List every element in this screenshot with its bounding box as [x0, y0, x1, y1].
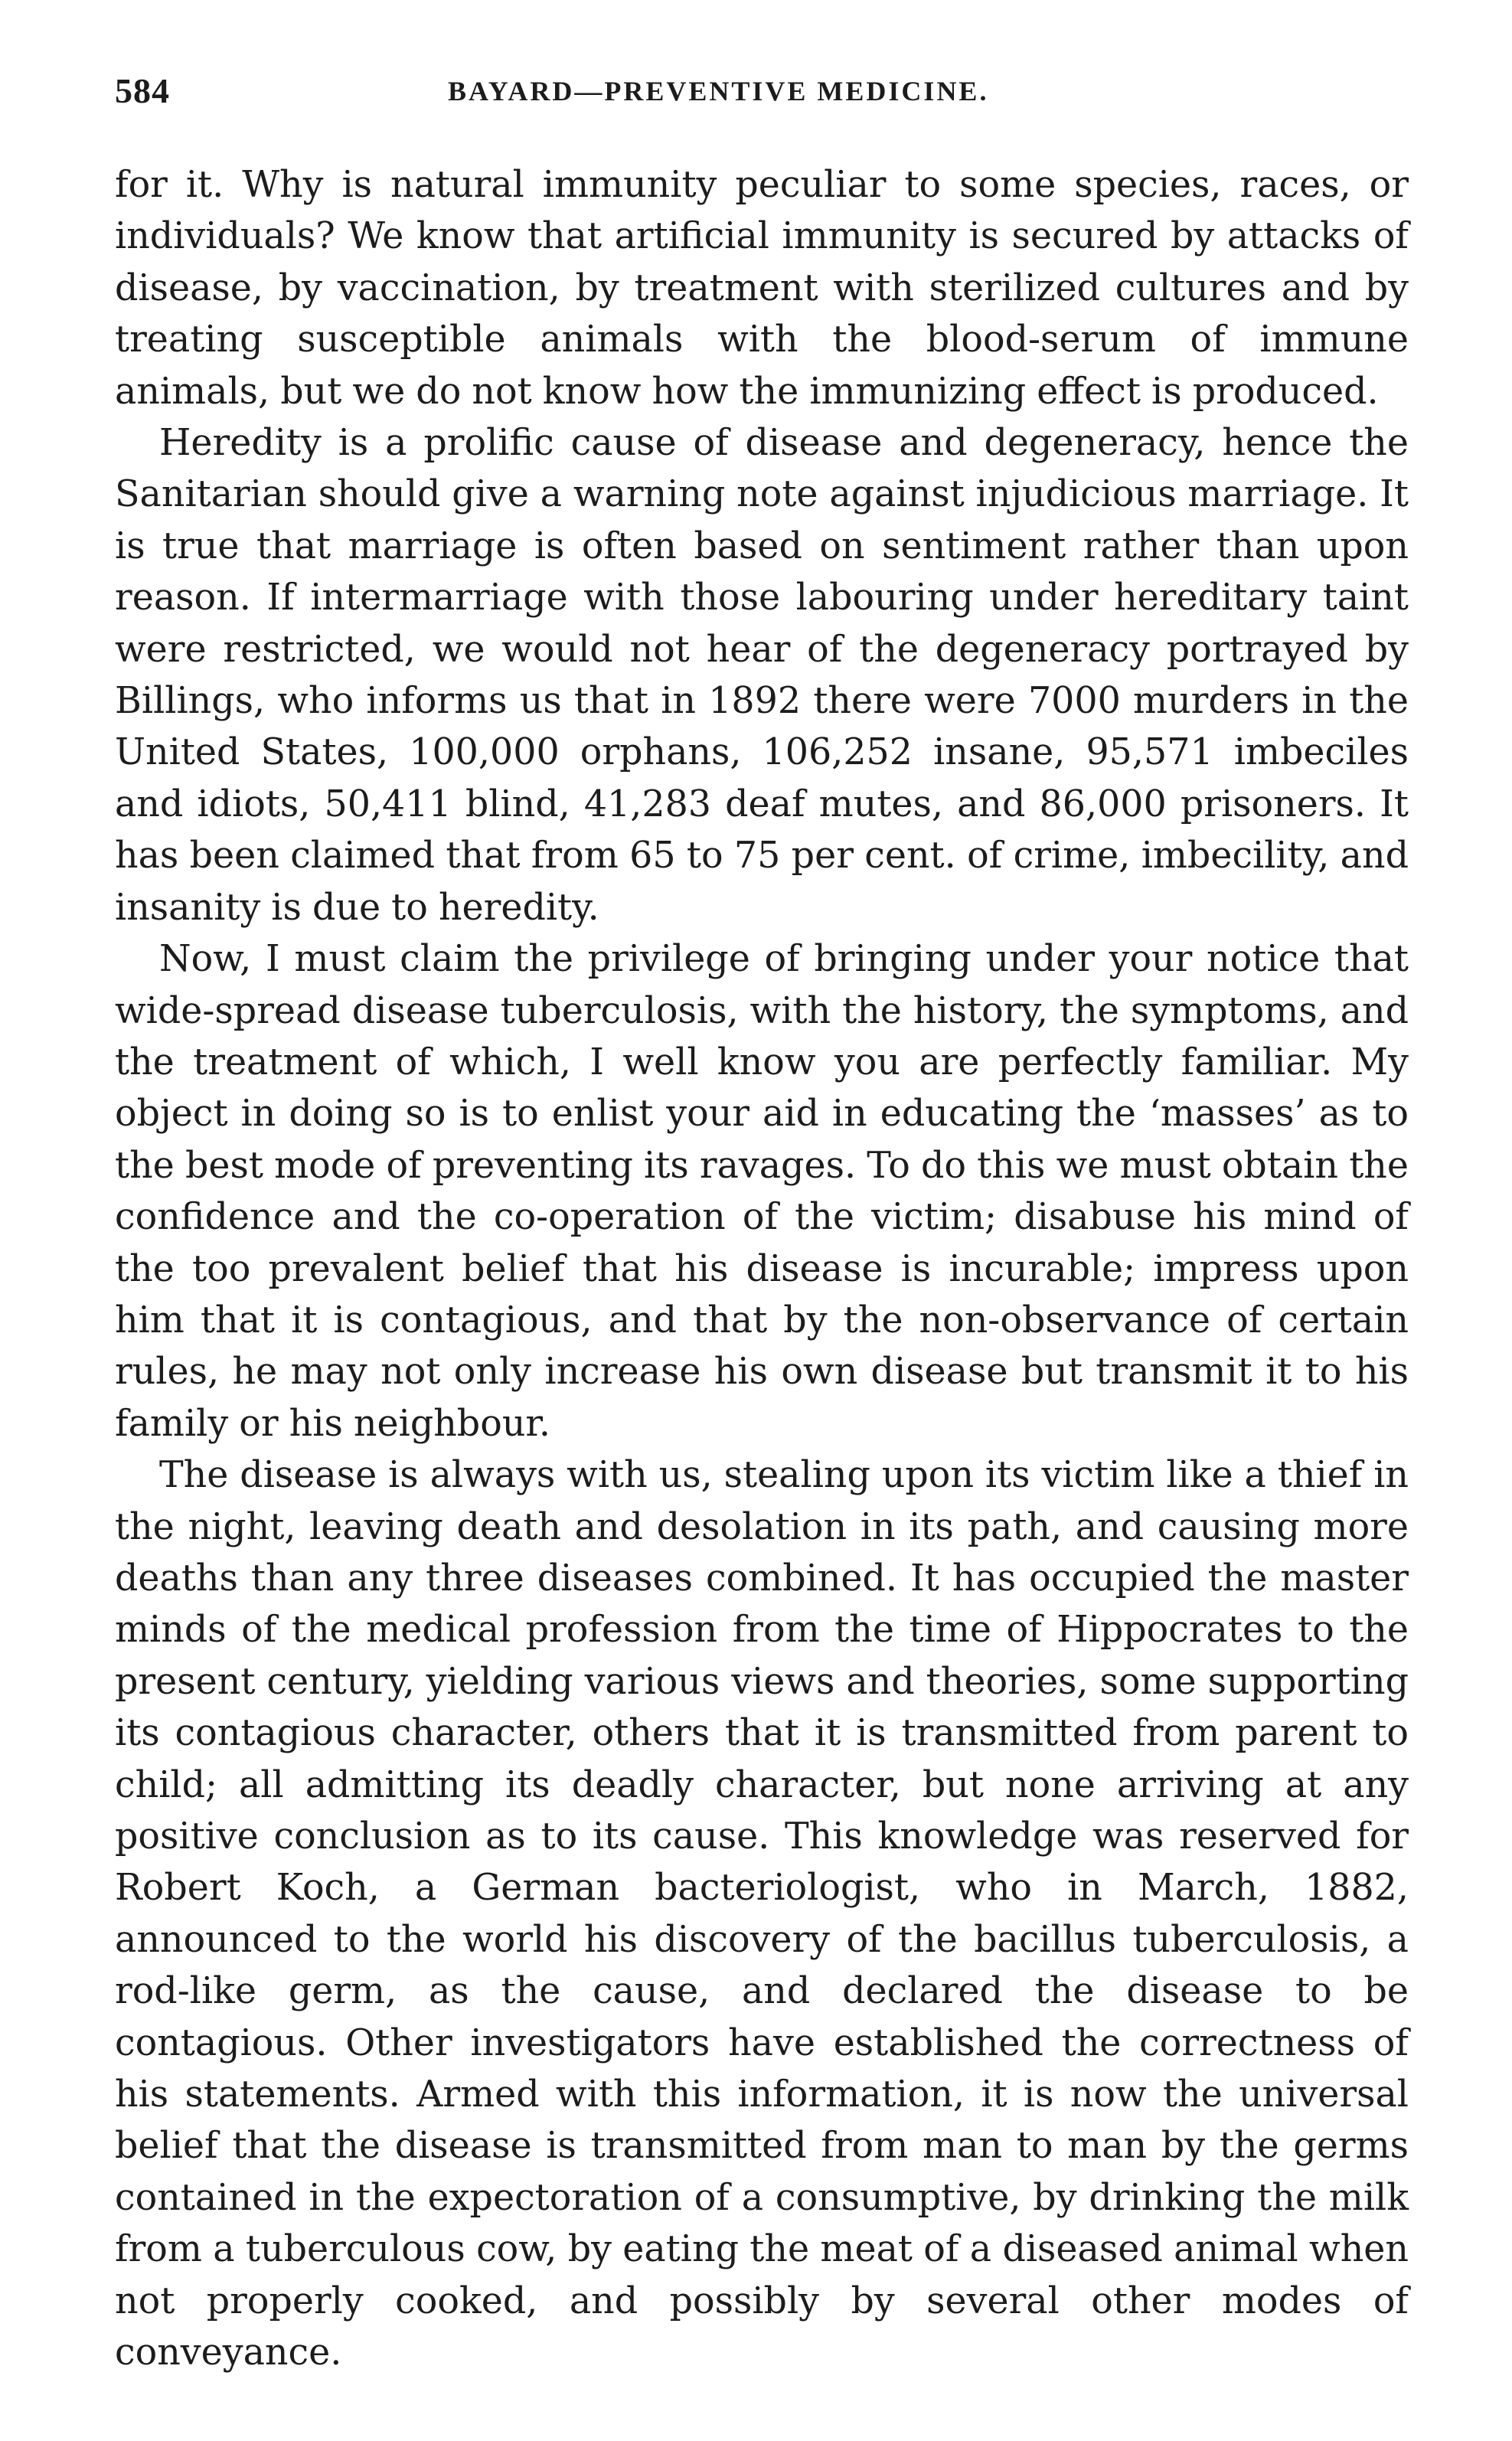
- paragraph-tuberculosis-history: The disease is always with us, stealing upon its victim like a thief in the night, leaving death and desolation in its path, and causing more deaths than any three diseases combined. It has occupied the master minds of the medical profession from the time of Hippocrates to the present century, yielding various views and theories, some supporting its contagious character, others that it is transmitted from parent to child; all admitting its deadly character, but none arriving at any positive conclusion as to its cause. This knowledge was reserved for Robert Koch, a German bacteriologist, who in March, 1882, announced to the world his discovery of the bacillus tuberculosis, a rod-like germ, as the cause, and declared the disease to be contagious. Other investigators have established the correctness of his statements. Armed with this information, it is now the universal belief that the disease is transmitted from man to man by the germs contained in the expectoration of a consumptive, by drinking the milk from a tuberculous cow, by eating the meat of a diseased animal when not properly cooked, and possibly by several other modes of conveyance.: [115, 1454, 1409, 2374]
- body-text: [115, 159, 1409, 2378]
- running-head: BAYARD—PREVENTIVE MEDICINE.: [448, 76, 989, 106]
- paragraph-heredity: Heredity is a prolific cause of disease and degeneracy, hence the Sanitarian should give a warning note against injudicious marriage. It is true that marriage is often based on sentiment rather than upon reason. If intermarriage with those labouring under hereditary taint were restricted, we would not hear of the degeneracy portrayed by Billings, who informs us that in 1892 there were 7000 murders in the United States, 100,000 orphans, 106,252 insane, 95,571 imbeciles and idiots, 50,411 blind, 41,283 deaf mutes, and 86,000 prisoners. It has been claimed that from 65 to 75 per cent. of crime, imbecility, and insanity is due to heredity.: [115, 422, 1409, 929]
- page-number: 584: [115, 71, 170, 110]
- paragraph-immunity: for it. Why is natural immunity peculiar to some species, races, or individuals? We know that artificial immunity is secured by attacks of disease, by vaccination, by treatment with sterilized cultures and by treating susceptible animals with the blood-serum of immune animals, but we do not know how the immunizing effect is produced.: [115, 164, 1409, 413]
- page-header: [115, 70, 1432, 116]
- paragraph-tuberculosis-intro: Now, I must claim the privilege of bringing under your notice that wide-spread disease tuberculosis, with the history, the symptoms, and the treatment of which, I well know you are perfectly familiar. My object in doing so is to enlist your aid in educating the ‘masses’ as to the best mode of preventing its ravages. To do this we must obtain the confidence and the co-operation of the victim; disabuse his mind of the too prevalent belief that his disease is incurable; impress upon him that it is contagious, and that by the non-observance of certain rules, he may not only increase his own disease but transmit it to his family or his neighbour.: [115, 938, 1409, 1445]
